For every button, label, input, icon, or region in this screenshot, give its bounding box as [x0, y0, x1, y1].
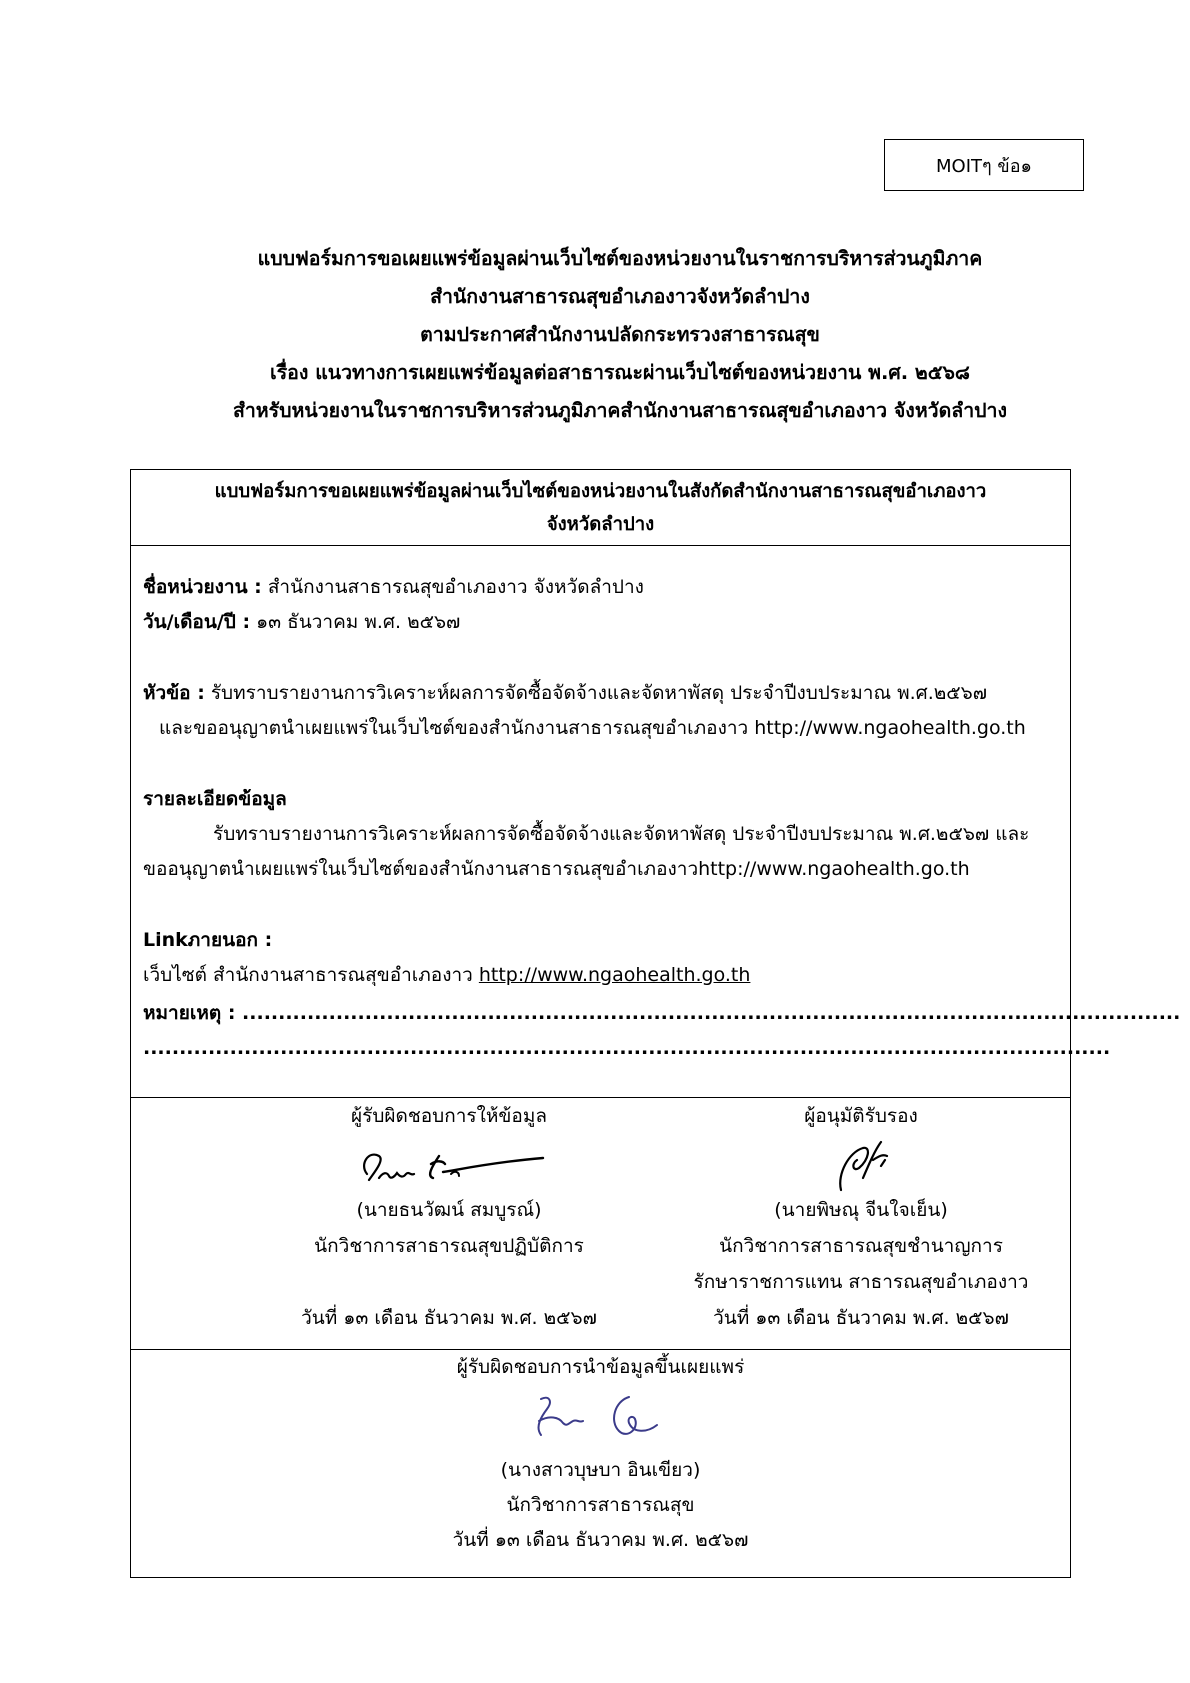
- heading-line-2: สำนักงานสาธารณสุขอำเภองาวจังหวัดลำปาง: [430, 285, 810, 308]
- detail-label: รายละเอียดข้อมูล: [143, 788, 287, 810]
- heading-line-1: แบบฟอร์มการขอเผยแพร่ข้อมูลผ่านเว็บไซต์ของหน่วยงานในราชการบริหารส่วนภูมิภาค: [257, 247, 983, 270]
- topic-line-1: รับทราบรายงานการวิเคราะห์ผลการจัดซื้อจัดจ้างและจัดหาพัสดุ ประจำปีงบประมาณ พ.ศ.๒๕๖๗: [204, 682, 988, 704]
- detail-line-2: ขออนุญาตนำเผยแพร่ในเว็บไซต์ของสำนักงานสาธารณสุขอำเภองาวhttp://www.ngaohealth.go.th: [143, 858, 970, 880]
- unit-label: ชื่อหน่วยงาน :: [143, 576, 262, 598]
- document-heading: [130, 240, 1110, 430]
- approver-signature-block: [651, 1098, 1071, 1336]
- note-row: [143, 996, 1181, 1031]
- form-code-box: [884, 139, 1084, 191]
- link-label: Linkภายนอก :: [143, 929, 273, 951]
- note-dots-2: ......................................................................................................................................: [143, 1037, 1111, 1059]
- approver-position: นักวิชาการสาธารณสุขชำนาญการ: [719, 1235, 1003, 1257]
- publisher-name: (นางสาวบุษบา อินเขียว): [500, 1459, 701, 1481]
- approver-name: (นายพิษณุ จีนใจเย็น): [774, 1199, 948, 1221]
- topic-row: [143, 676, 1062, 711]
- heading-line-5: สำหรับหน่วยงานในราชการบริหารส่วนภูมิภาคสำนักงานสาธารณสุขอำเภองาว จังหวัดลำปาง: [232, 399, 1008, 422]
- publisher-date: วันที่ ๑๓ เดือน ธันวาคม พ.ศ. ๒๕๖๗: [452, 1529, 749, 1551]
- responsible-name: (นายธนวัฒน์ สมบูรณ์): [356, 1199, 542, 1221]
- publisher-signature-image: [511, 1385, 691, 1453]
- responsible-position: นักวิชาการสาธารณสุขปฏิบัติการ: [314, 1235, 584, 1257]
- topic-label: หัวข้อ :: [143, 682, 205, 704]
- date-value: ๑๓ ธันวาคม พ.ศ. ๒๕๖๗: [250, 611, 461, 633]
- date-label: วัน/เดือน/ปี :: [143, 611, 251, 633]
- form-title-line-1: แบบฟอร์มการขอเผยแพร่ข้อมูลผ่านเว็บไซต์ของหน่วยงานในสังกัดสำนักงานสาธารณสุขอำเภองาว: [214, 481, 987, 502]
- approver-acting: รักษาราชการแทน สาธารณสุขอำเภองาว: [693, 1271, 1029, 1293]
- publisher-position: นักวิชาการสาธารณสุข: [506, 1494, 695, 1516]
- responsible-title: ผู้รับผิดชอบการให้ข้อมูล: [351, 1105, 547, 1127]
- detail-line-1: รับทราบรายงานการวิเคราะห์ผลการจัดซื้อจัดจ้างและจัดหาพัสดุ ประจำปีงบประมาณ พ.ศ.๒๕๖๗ และ: [213, 823, 1030, 845]
- date-row: [143, 605, 1062, 640]
- form-code-label: MOITๆ ข้อ๑: [936, 155, 1032, 177]
- form-title-line-2: จังหวัดลำปาง: [546, 514, 655, 535]
- approver-date: วันที่ ๑๓ เดือน ธันวาคม พ.ศ. ๒๕๖๗: [713, 1307, 1009, 1329]
- unit-row: [143, 570, 1062, 605]
- note-label: หมายเหตุ :: [143, 1002, 236, 1024]
- form-content: [143, 546, 1181, 1066]
- approver-signature-image: [811, 1134, 911, 1192]
- heading-line-4: เรื่อง แนวทางการเผยแพร่ข้อมูลต่อสาธารณะผ่านเว็บไซต์ของหน่วยงาน พ.ศ. ๒๕๖๘: [270, 361, 970, 384]
- responsible-signature-block: [219, 1098, 679, 1336]
- signature-section: [131, 1097, 1070, 1350]
- approver-title: ผู้อนุมัติรับรอง: [804, 1105, 918, 1127]
- link-row: [143, 958, 1062, 993]
- responsible-date: วันที่ ๑๓ เดือน ธันวาคม พ.ศ. ๒๕๖๗: [301, 1307, 597, 1329]
- external-link[interactable]: http://www.ngaohealth.go.th: [478, 964, 751, 986]
- request-form: [130, 469, 1181, 1578]
- topic-line-2: และขออนุญาตนำเผยแพร่ในเว็บไซต์ของสำนักงานสาธารณสุขอำเภองาว http://www.ngaohealth.go.th: [159, 717, 1026, 739]
- publisher-block: [131, 1350, 1070, 1558]
- heading-line-3: ตามประกาศสำนักงานปลัดกระทรวงสาธารณสุข: [420, 323, 820, 346]
- responsible-signature-image: [339, 1134, 559, 1192]
- form-title: [131, 470, 1070, 546]
- note-dots-1: ..................................................................................................................................: [235, 1002, 1181, 1024]
- publisher-title: ผู้รับผิดชอบการนำข้อมูลขึ้นเผยแพร่: [456, 1356, 745, 1378]
- link-prefix: เว็บไซต์ สำนักงานสาธารณสุขอำเภองาว: [143, 964, 479, 986]
- unit-value: สำนักงานสาธารณสุขอำเภองาว จังหวัดลำปาง: [261, 576, 644, 598]
